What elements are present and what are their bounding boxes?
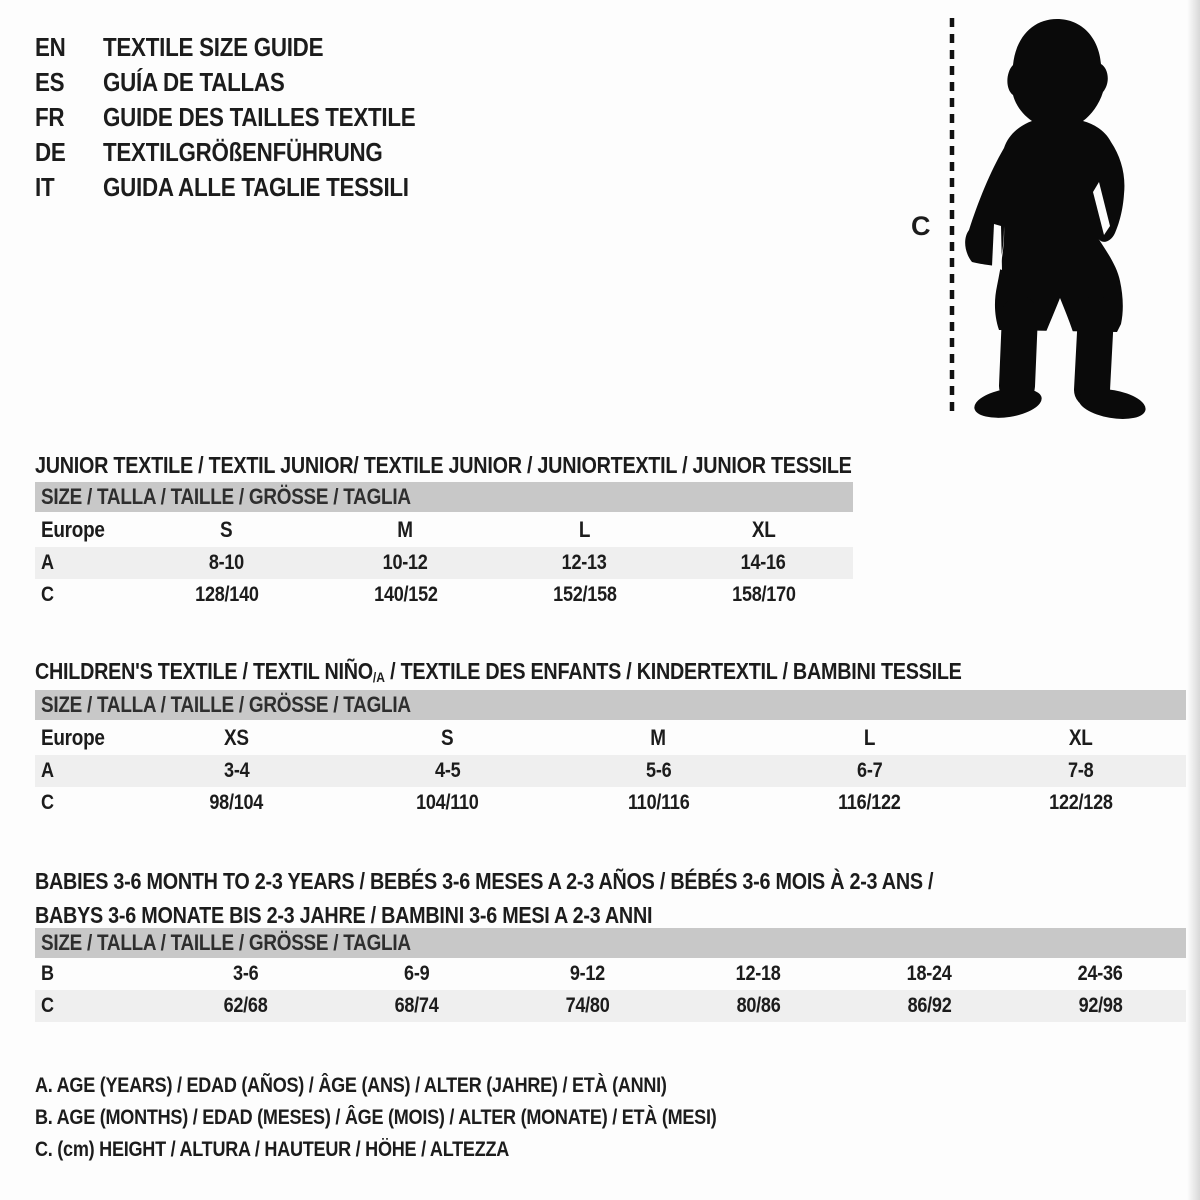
height-measure-label: C	[911, 211, 931, 241]
row-label: C	[41, 791, 54, 814]
lang-code: FR	[35, 102, 65, 132]
lang-title: GUIDA ALLE TAGLIE TESSILI	[103, 172, 409, 202]
size-value: L	[578, 516, 591, 542]
babies-size-table	[35, 928, 1186, 1022]
age-value: 12-13	[562, 551, 607, 574]
junior-section-title: JUNIOR TEXTILE / TEXTIL JUNIOR/ TEXTILE JUNIOR / JUNIORTEXTIL / JUNIOR TESSILE	[35, 452, 852, 479]
age-value: 12-18	[736, 962, 781, 985]
row-label: A	[41, 551, 54, 574]
age-value: 24-36	[1078, 962, 1123, 985]
age-value: 7-8	[1067, 759, 1094, 782]
size-value: M	[397, 516, 414, 542]
row-label: Europe	[41, 724, 105, 750]
age-value: 5-6	[645, 759, 672, 782]
lang-row-es	[35, 65, 466, 100]
height-value: 158/170	[731, 583, 796, 606]
row-label: C	[41, 994, 54, 1017]
language-title-list	[35, 30, 466, 205]
height-value: 140/152	[373, 583, 438, 606]
size-value: S	[441, 724, 454, 750]
height-value: 68/74	[394, 994, 439, 1017]
height-value: 98/104	[209, 791, 264, 814]
lang-title: TEXTILE SIZE GUIDE	[103, 32, 324, 62]
age-value: 3-6	[232, 962, 259, 985]
lang-row-fr	[35, 100, 466, 135]
height-value: 86/92	[907, 994, 952, 1017]
babies-row-b	[35, 958, 1186, 990]
height-figure	[905, 10, 1200, 422]
size-value: XS	[224, 724, 249, 750]
age-value: 6-7	[856, 759, 883, 782]
age-value: 4-5	[434, 759, 461, 782]
children-row-c	[35, 787, 1186, 819]
lang-code: IT	[35, 172, 55, 202]
lang-code: DE	[35, 137, 66, 167]
age-value: 3-4	[223, 759, 250, 782]
children-size-header-bar: SIZE / TALLA / TAILLE / GRÖSSE / TAGLIA	[35, 690, 1186, 720]
age-value: 18-24	[907, 962, 952, 985]
size-value: XL	[751, 516, 776, 542]
legend-line-c: C. (cm) HEIGHT / ALTURA / HAUTEUR / HÖHE / ALTEZZA	[35, 1138, 510, 1161]
junior-size-table	[35, 482, 853, 611]
lang-row-it	[35, 170, 466, 205]
toddler-silhouette-icon	[965, 19, 1148, 422]
height-value: 80/86	[736, 994, 781, 1017]
children-row-europe	[35, 720, 1186, 755]
lang-row-de	[35, 135, 466, 170]
height-value: 122/128	[1048, 791, 1113, 814]
junior-size-header-bar: SIZE / TALLA / TAILLE / GRÖSSE / TAGLIA	[35, 482, 853, 512]
children-row-a	[35, 755, 1186, 787]
age-value: 6-9	[403, 962, 430, 985]
height-value: 62/68	[223, 994, 268, 1017]
lang-row-en	[35, 30, 466, 65]
size-value: L	[863, 724, 876, 750]
junior-row-europe	[35, 512, 853, 547]
children-size-table	[35, 690, 1186, 819]
age-value: 9-12	[569, 962, 606, 985]
scan-edge-shadow	[1187, 0, 1200, 1200]
height-value: 74/80	[565, 994, 610, 1017]
legend-line-b: B. AGE (MONTHS) / EDAD (MESES) / ÂGE (MOIS) / ALTER (MONATE) / ETÀ (MESI)	[35, 1106, 717, 1129]
age-value: 14-16	[741, 551, 786, 574]
height-value: 152/158	[552, 583, 617, 606]
legend-line-a: A. AGE (YEARS) / EDAD (AÑOS) / ÂGE (ANS) / ALTER (JAHRE) / ETÀ (ANNI)	[35, 1074, 667, 1097]
lang-code: EN	[35, 32, 66, 62]
nino-a-subscript: /A	[372, 669, 385, 686]
size-value: S	[220, 516, 233, 542]
row-label: Europe	[41, 516, 105, 542]
lang-title: GUIDE DES TAILLES TEXTILE	[103, 102, 416, 132]
babies-section-title: BABIES 3-6 MONTH TO 2-3 YEARS / BEBÉS 3-6 MESES A 2-3 AÑOS / BÉBÉS 3-6 MOIS À 2-3 ANS / BABYS 3-6 MONATE BIS 2-3 JAHRE / BAMBINI 3-6 MESI A 2-3 ANNI	[35, 868, 934, 929]
height-value: 128/140	[194, 583, 259, 606]
height-value: 104/110	[416, 791, 479, 814]
lang-title: GUÍA DE TALLAS	[103, 67, 285, 97]
size-value: M	[650, 724, 667, 750]
age-value: 8-10	[208, 551, 245, 574]
row-label: A	[41, 759, 54, 782]
lang-title: TEXTILGRÖßENFÜHRUNG	[103, 137, 383, 167]
junior-row-c	[35, 579, 853, 611]
babies-row-c	[35, 990, 1186, 1022]
row-label: B	[41, 962, 54, 985]
row-label: C	[41, 583, 54, 606]
lang-code: ES	[35, 67, 65, 97]
measurement-legend	[35, 1070, 827, 1166]
junior-row-a	[35, 547, 853, 579]
age-value: 10-12	[383, 551, 428, 574]
height-value: 110/116	[627, 791, 690, 814]
height-value: 92/98	[1078, 994, 1123, 1017]
height-value: 116/122	[838, 791, 901, 814]
children-section-title: CHILDREN'S TEXTILE / TEXTIL $NIÑO_{/A}$ / TEXTILE DES ENFANTS / KINDERTEXTIL / BAMBINI TESSILE	[35, 658, 962, 686]
size-value: XL	[1068, 724, 1093, 750]
babies-size-header-bar: SIZE / TALLA / TAILLE / GRÖSSE / TAGLIA	[35, 928, 1186, 958]
